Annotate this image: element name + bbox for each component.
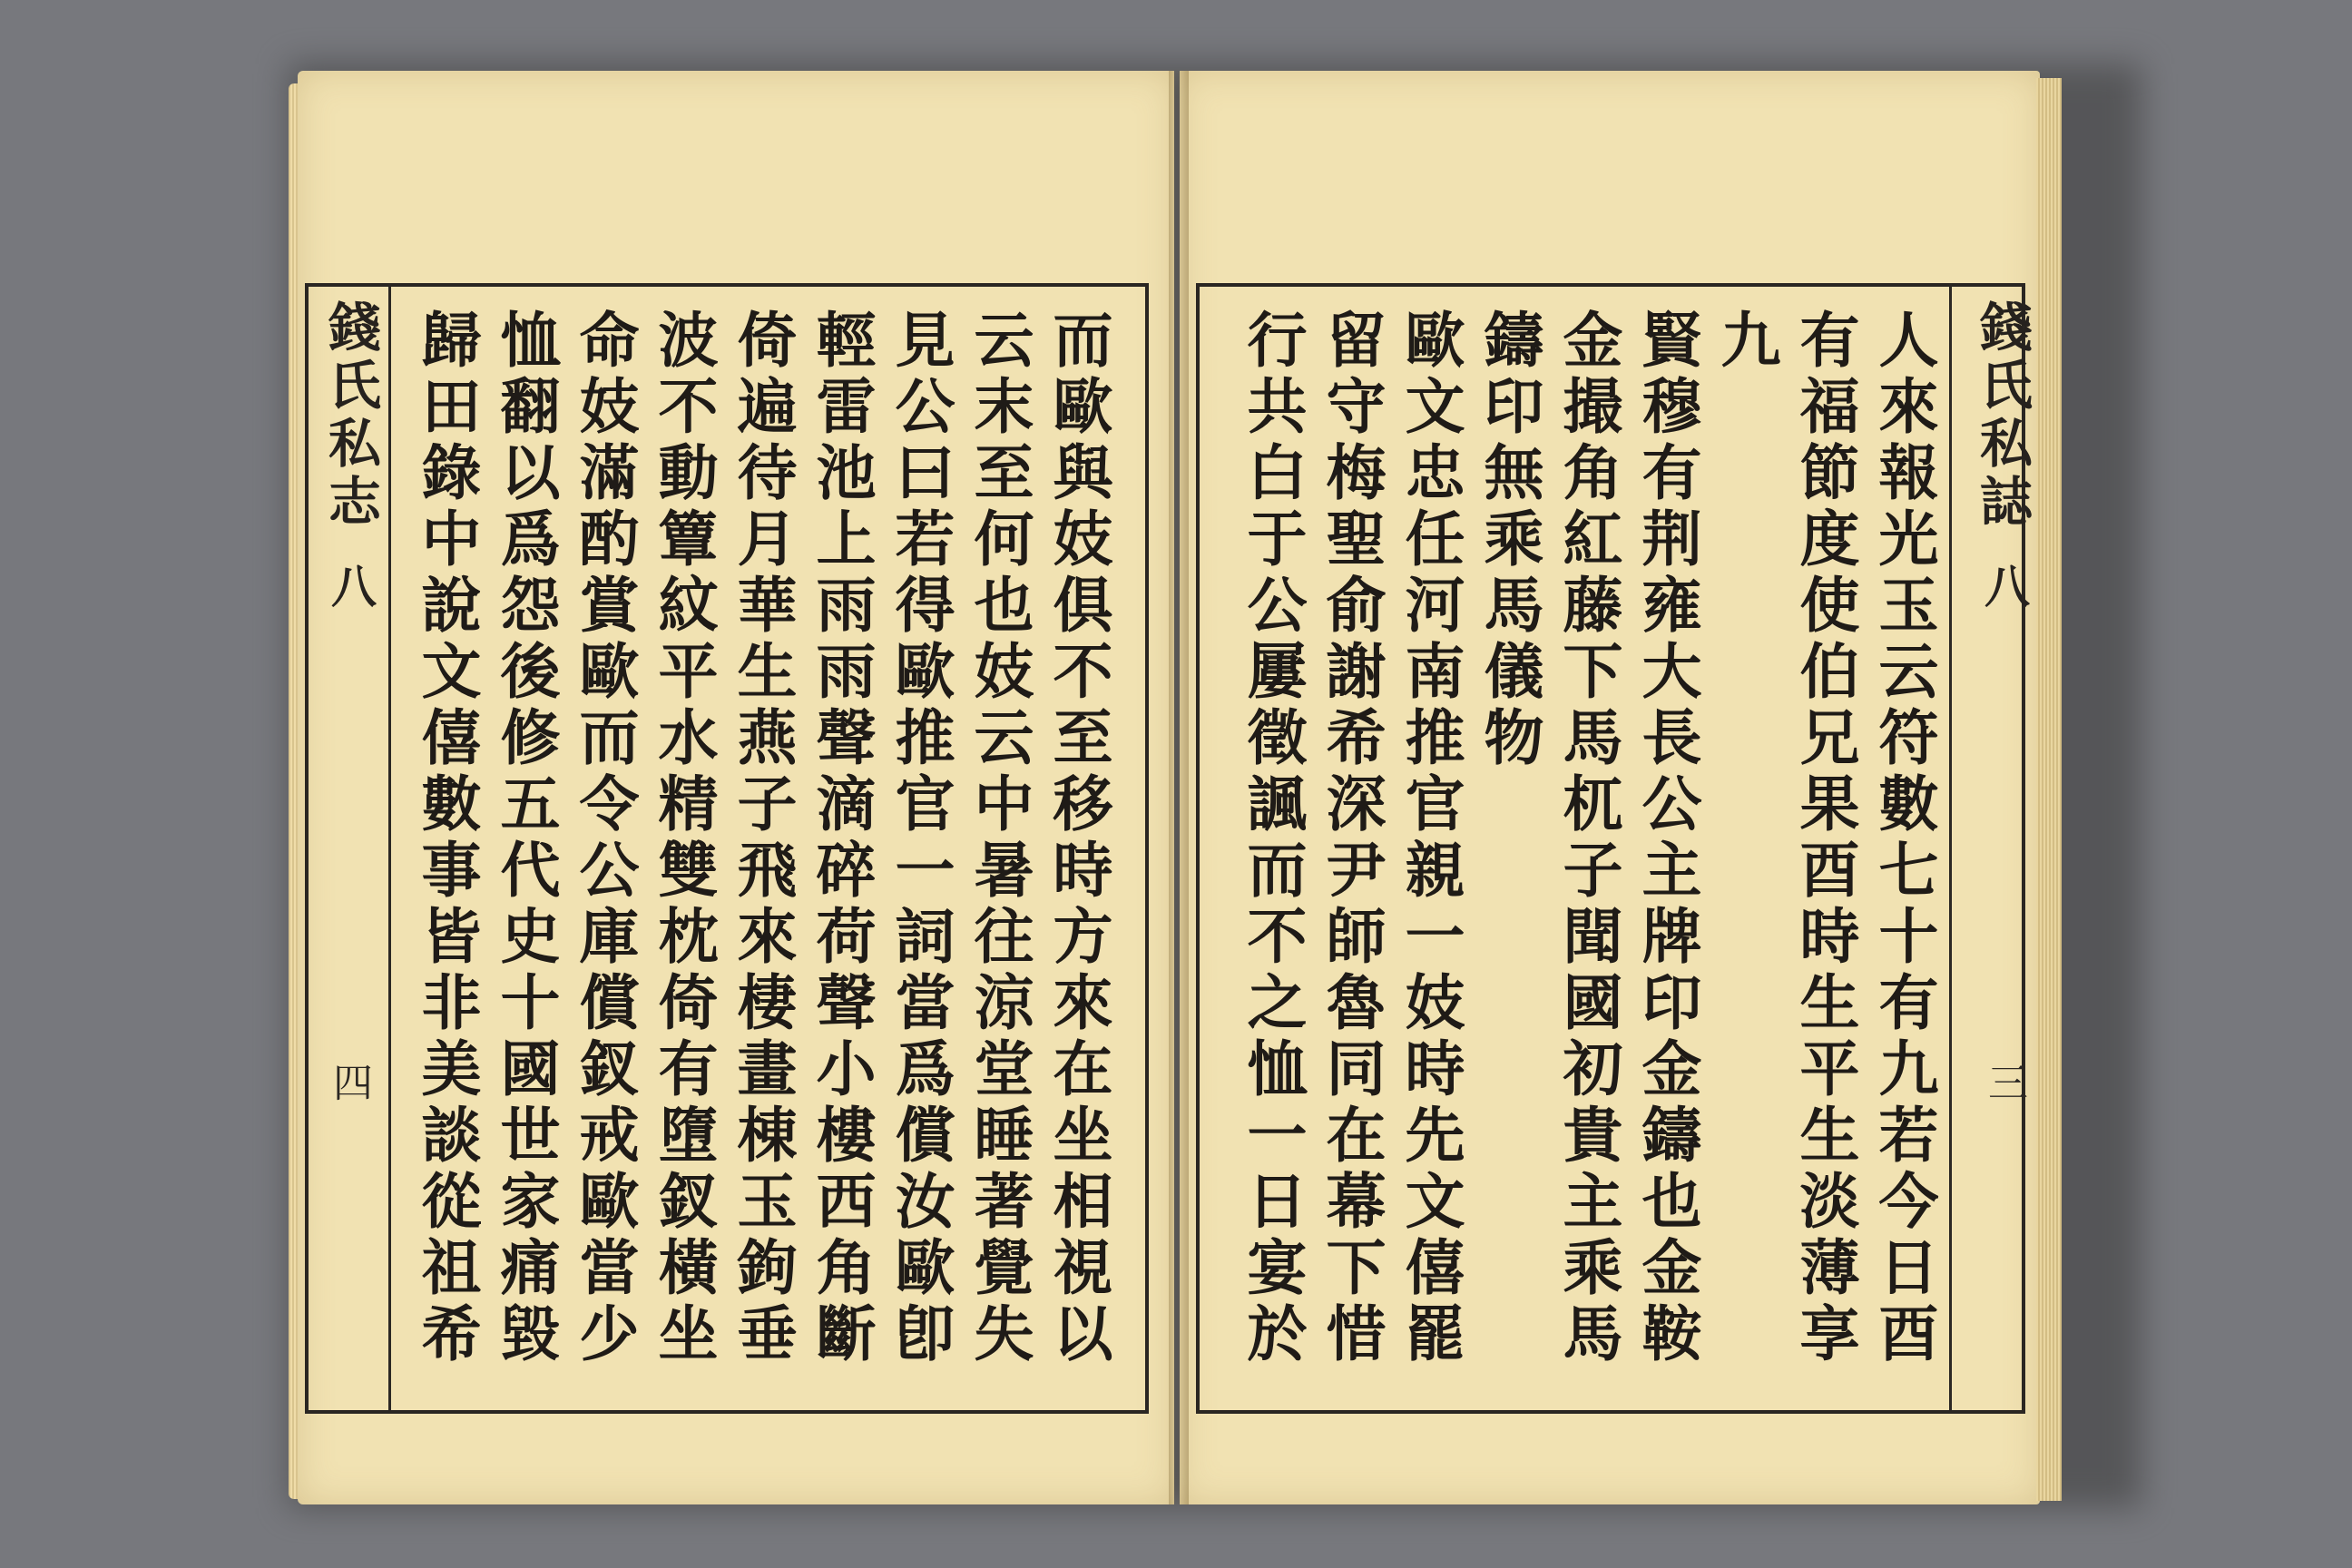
right-page-edges [2036, 78, 2062, 1501]
right-text-column: 金撮角紅藤下馬杌子聞國初貴主乘馬 [1553, 309, 1623, 1368]
left-text-column: 云末至何也妓云中暑往涼堂睡著覺失 [964, 309, 1034, 1368]
right-text-column: 有福節度使伯兄果酉時生平生淡薄享 [1789, 309, 1860, 1368]
left-column-rule [388, 283, 391, 1410]
left-text-column: 倚遍待月華生燕子飛來棲畫棟玉鉤垂 [727, 309, 798, 1368]
right-text-column: 行共白于公屢徵諷而不之恤一日宴於 [1237, 309, 1308, 1368]
left-text-column: 而歐與妓俱不至移時方來在坐相視以 [1043, 309, 1113, 1368]
right-text-column: 歐文忠任河南推官親一妓時先文僖罷 [1395, 309, 1465, 1368]
right-text-column: 留守梅聖俞謝希深尹師魯同在幕下惜 [1316, 309, 1387, 1368]
book-gutter [1169, 71, 1189, 1504]
left-text-column: 見公曰若得歐推官一詞當爲償汝歐卽 [885, 309, 956, 1368]
right-text-column: 鑄印無乘馬儀物 [1474, 309, 1544, 772]
right-text-column: 九 [1710, 309, 1781, 375]
left-leaf-number: 四 [326, 1062, 372, 1102]
right-fascicle-mark: 八 [1977, 563, 2031, 613]
left-text-column: 歸田錄中說文僖數事皆非美談從祖希 [411, 309, 482, 1368]
left-text-column: 波不動簟紋平水精雙枕倚有墮釵橫坐 [648, 309, 719, 1368]
left-fascicle-mark: 八 [324, 563, 377, 613]
right-text-column: 賢穆有荆雍大長公主牌印金鑄也金鞍 [1632, 309, 1702, 1368]
left-text-column: 命妓滿酌賞歐而令公庫償釵戒歐當少 [569, 309, 640, 1368]
right-column-rule [1949, 283, 1952, 1410]
right-leaf-number: 三 [1981, 1062, 2027, 1102]
right-text-column: 人來報光玉云符數七十有九若今日酉 [1868, 309, 1939, 1368]
left-margin-title: 錢氏私志 [319, 299, 381, 532]
left-text-column: 輕雷池上雨雨聲滴碎荷聲小樓西角斷 [806, 309, 877, 1368]
left-text-column: 恤翻以爲怨後修五代史十國世家痛毀 [490, 309, 561, 1368]
right-margin-title: 錢氏私誌 [1971, 299, 2033, 532]
